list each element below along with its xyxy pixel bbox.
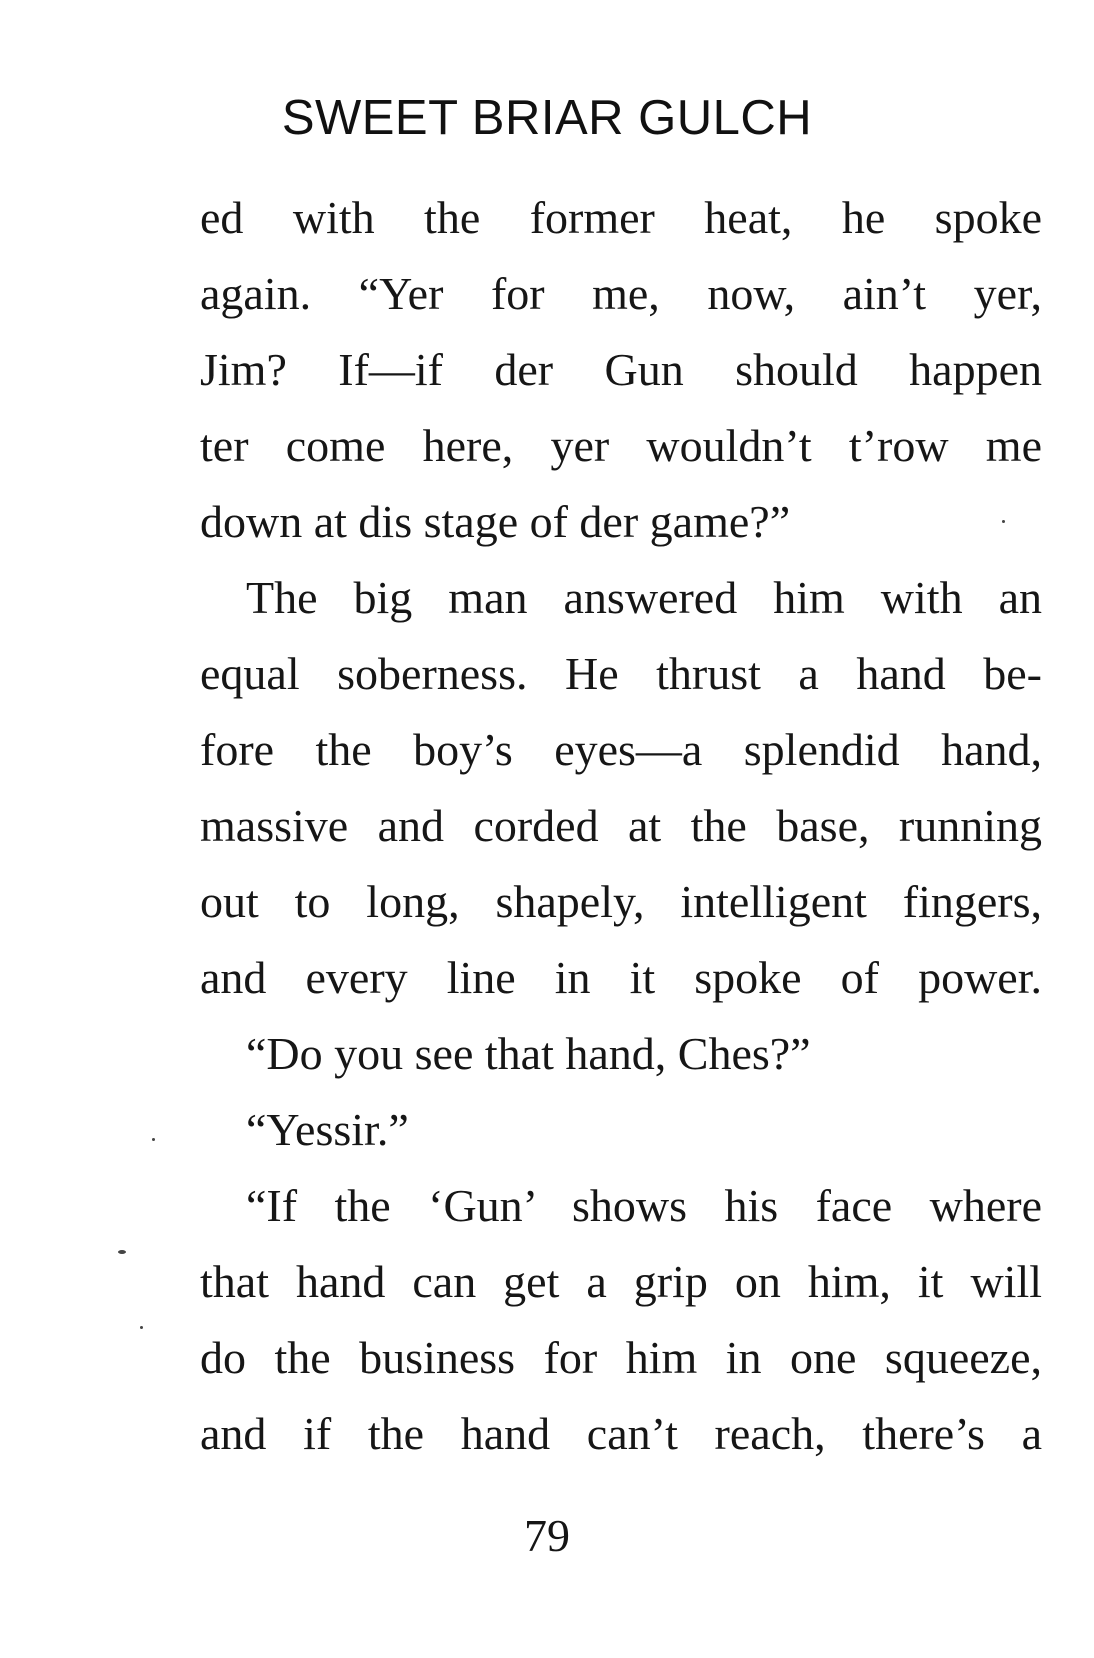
text-line: ter come here, yer wouldn’t t’row me	[200, 420, 1042, 471]
scan-speck	[140, 1326, 143, 1329]
text-line: The big man answered him with an	[246, 572, 1042, 623]
text-line: do the business for him in one squeeze,	[200, 1332, 1042, 1383]
page-number: 79	[524, 1510, 570, 1561]
text-line: Jim? If—if der Gun should happen	[200, 344, 1042, 395]
text-line: “If the ‘Gun’ shows his face where	[246, 1180, 1042, 1231]
text-line: fore the boy’s eyes—a splendid hand,	[200, 724, 1042, 775]
text-line: massive and corded at the base, running	[200, 800, 1042, 851]
text-line: again. “Yer for me, now, ain’t yer,	[200, 268, 1042, 319]
text-line: down at dis stage of der game?”	[200, 496, 791, 547]
scan-speck	[1002, 520, 1005, 523]
running-head: SWEET BRIAR GULCH	[281, 91, 813, 145]
text-line: that hand can get a grip on him, it will	[200, 1256, 1042, 1307]
text-line: “Do you see that hand, Ches?”	[246, 1028, 811, 1079]
body-text	[200, 180, 1042, 1472]
text-line: and if the hand can’t reach, there’s a	[200, 1408, 1042, 1459]
text-line: equal soberness. He thrust a hand be-	[200, 648, 1042, 699]
text-line: and every line in it spoke of power.	[200, 952, 1042, 1003]
text-line: ed with the former heat, he spoke	[200, 192, 1042, 243]
scan-speck	[152, 1138, 155, 1141]
text-line: out to long, shapely, intelligent fingers,	[200, 876, 1042, 927]
text-line: “Yessir.”	[246, 1104, 409, 1155]
scan-speck	[118, 1250, 126, 1254]
